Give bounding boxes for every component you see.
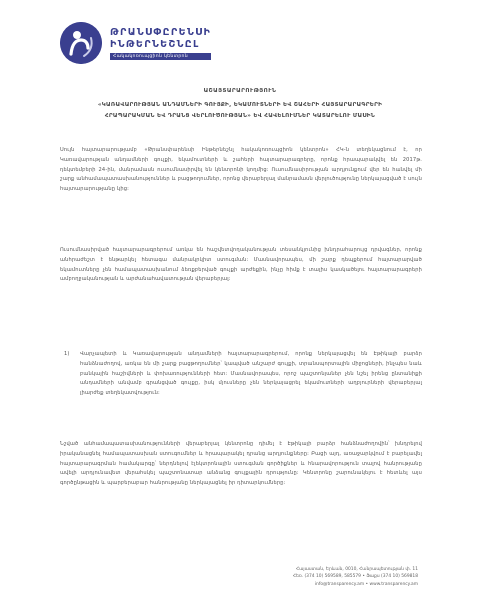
paragraph-2: Ուսումնասիրված հայտարարագրերում առկա են հաշվետվողականության տեսանկյունից խնդրահարույց դրվագներ, որոնք անհրաժեշտ է ենթարկել հետագա մանրակրկիտ ստուգման: Մասնավորապես, մի շարք դեպքերում հայտարարված եկամուտները չեն համապատասխանում ձեռքբերված գույքի արժեքին, ինչը հիմք է տալիս կասկածելու հայտարարագրերի ամբողջականության և արժանահավատության վերաբերյալ: bbox=[60, 247, 422, 283]
paragraph-3: Նշված անհամապատասխանությունների վերաբերյալ կենտրոնը դիմել է Էթիկայի բարձր հանձնաժողովին՝ խնդրելով իրականացնել համապատասխան ստուգումներ և հրապարակել դրանց արդյունքները: Բացի այդ, առաջարկվում է բարելավել հայտարարագրման համակարգը՝ ներդնելով էլեկտրոնային ստուգման գործիքներ և հնարավորություն տալով հանրությանը ավելի արդյունավետ վերահսկել պաշտոնատար անձանց գույքային դրությունը: Կենտրոնը շարունակելու է հետևել այս գործընթացին և պարբերաբար հանրությանը ներկայացնել իր դիտարկումները: bbox=[60, 441, 422, 487]
logo-wordmark bbox=[110, 27, 211, 60]
footer-phone: Հեռ. (374 10) 569589, 585579 • Ֆաքս (374 10) 569818 bbox=[292, 574, 418, 580]
logo-line-2: ԻՆԹԵՐՆԵՇՆԸԼ bbox=[110, 38, 200, 50]
contact-footer bbox=[218, 566, 418, 588]
list-item-text: Վարչապետի և Կառավարության անդամների հայտարարագրերում, որոնք ներկայացվել են Էթիկայի բարձր հանձնաժողով, առկա են մի շարք բացթողումներ՝ կապված անշարժ գույքի, տրանսպորտային միջոցների, ինչպես նաև բանկային հաշիվների և փոխառությունների հետ: Մասնավորապես, որոշ պաշտոնյաներ չեն նշել իրենց ընտանիքի անդամների անվամբ գրանցված գույքը, իսկ մյուսները չեն ներկայացրել եկամուտների աղբյուրների վերաբերյալ լիարժեք տեղեկատվություն: bbox=[80, 351, 422, 397]
document-subtitle: «ԿԱՌԱՎԱՐՈՒԹՅԱՆ ԱՆԴԱՄՆԵՐԻ ԳՈՒՅՔԻ, ԵԿԱՄՈՒՏՆԵՐԻ ԵՎ ՇԱՀԵՐԻ ՀԱՅՏԱՐԱՐԱԳՐԵՐԻ ՀՐԱՊԱՐԱԿՄԱՆ ԵՎ ԴՐԱՆՑ ՎԵՐԼՈՒԾՈՒԹՅԱՆ» ԵՎ ՀԱՎԵԼՈՒՄՆԵՐ ԿԱՏԱՐԵԼՈՒ ՄԱՍԻՆ bbox=[97, 102, 383, 119]
footer-address: Հայաստան, Երևան, 0010, Հանրապետության փ. 11 bbox=[295, 567, 418, 572]
logo-tagline: Հակակոռուպցիոն կենտրոն bbox=[110, 53, 211, 60]
list-item-number: 1) bbox=[64, 351, 70, 357]
footer-web: info@transparency.am • www.transparency.am bbox=[314, 581, 418, 587]
list-item bbox=[64, 350, 422, 399]
logo-line-1: ԹՐԱՆՍՓԸՐԵՆՍԻ bbox=[110, 26, 212, 38]
logo-mark-icon bbox=[60, 22, 102, 64]
paragraph-1: Սույն հայտարարությամբ «Թրանսփարենսի Ինթերնեշնլ հակակոռուպցիոն կենտրոն» ՀԿ-ն տեղեկացնում է, որ Կառավարության անդամների գույքի, եկամուտների և շահերի հայտարարագրերը, որոնք հրապարակվել են 2017թ. դեկտեմբերի 24-ին, մանրամասն ուսումնասիրվել են կենտրոնի կողմից: Ուսումնասիրության արդյունքում վեր են հանվել մի շարք անհամապատասխանություններ և բացթողումներ, որոնց վերաբերյալ մանրամասն վերլուծությունը ներկայացված է սույն հայտարարությանը կից: bbox=[60, 147, 422, 193]
document-title: ԱՇԱՅՏԱՐԱՐՈՒԹՅՈՒՆ bbox=[203, 88, 277, 94]
organization-logo bbox=[60, 22, 211, 64]
